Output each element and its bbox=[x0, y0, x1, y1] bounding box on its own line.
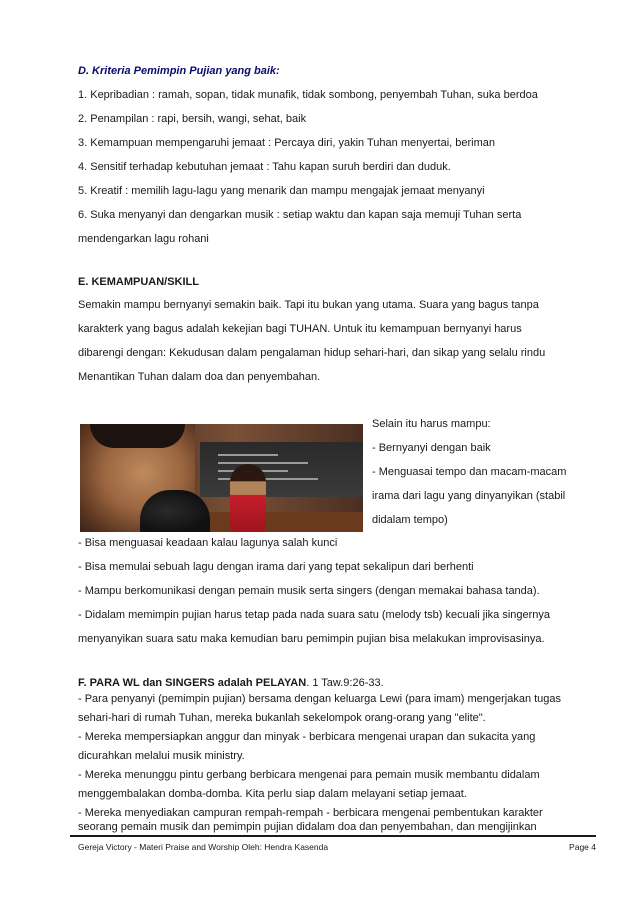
section-f-line: menggembalakan domba-domba. Kita perlu siap dalam melayani setiap jemaat. bbox=[78, 788, 467, 800]
section-d-heading: D. Kriteria Pemimpin Pujian yang baik: bbox=[78, 65, 280, 77]
section-f-reference: . 1 Taw.9:26-33. bbox=[306, 677, 384, 689]
worship-leader-photo bbox=[80, 424, 363, 532]
section-e-side-line: Selain itu harus mampu: bbox=[372, 418, 491, 430]
section-d-item: 5. Kreatif : memilih lagu-lagu yang menarik dan mampu mengajak jemaat menyanyi bbox=[78, 185, 485, 197]
section-d-item: 2. Penampilan : rapi, bersih, wangi, sehat, baik bbox=[78, 113, 307, 125]
section-f-line: - Para penyanyi (pemimpin pujian) bersama dengan keluarga Lewi (para imam) mengerjakan tugas bbox=[78, 693, 562, 705]
section-e-side-line: - Bernyanyi dengan baik bbox=[372, 442, 491, 454]
section-e-side-line: didalam tempo) bbox=[372, 514, 448, 526]
footer-divider bbox=[70, 835, 596, 837]
section-f-line: sehari-hari di rumah Tuhan, mereka bukanlah sekelompok orang-orang yang "elite". bbox=[78, 712, 486, 724]
section-e-paragraph-line: dibarengi dengan: Kekudusan dalam pengalaman hidup sehari-hari, dan sikap yang selalu rindu bbox=[78, 347, 546, 359]
section-e-list-item: - Bisa menguasai keadaan kalau lagunya salah kunci bbox=[78, 537, 338, 549]
section-f-line: seorang pemain musik dan pemimpin pujian didalam doa dan penyembahan, dan mengijinkan bbox=[78, 821, 537, 833]
section-e-paragraph-line: karakterk yang bagus adalah kekejian bagi TUHAN. Untuk itu kemampuan bernyanyi harus bbox=[78, 323, 522, 335]
section-d-item: 4. Sensitif terhadap kebutuhan jemaat : Tahu kapan suruh berdiri dan duduk. bbox=[78, 161, 451, 173]
section-e-side-line: irama dari lagu yang dinyanyikan (stabil bbox=[372, 490, 566, 502]
section-e-side-line: - Menguasai tempo dan macam-macam bbox=[372, 466, 567, 478]
section-f-heading-line bbox=[78, 676, 384, 690]
footer-title: Gereja Victory - Materi Praise and Worship Oleh: Hendra Kasenda bbox=[78, 842, 329, 852]
section-d-item: 3. Kemampuan mempengaruhi jemaat : Percaya diri, yakin Tuhan menyertai, beriman bbox=[78, 137, 495, 149]
section-e-list-item: - Mampu berkomunikasi dengan pemain musik serta singers (dengan memakai bahasa tanda). bbox=[78, 585, 540, 597]
section-f-line: - Mereka menunggu pintu gerbang berbicara mengenai para pemain musik membantu didalam bbox=[78, 769, 540, 781]
section-e-paragraph-line: Semakin mampu bernyanyi semakin baik. Tapi itu bukan yang utama. Suara yang bagus tanpa bbox=[78, 299, 539, 311]
section-d-item: 1. Kepribadian : ramah, sopan, tidak munafik, tidak sombong, penyembah Tuhan, suka berdoa bbox=[78, 89, 538, 101]
section-e-list-item: menyanyikan suara satu maka kemudian baru pemimpin pujian bisa melakukan improvisasinya. bbox=[78, 633, 545, 645]
section-e-paragraph-line: Menantikan Tuhan dalam doa dan penyembahan. bbox=[78, 371, 321, 383]
section-f-line: dicurahkan melalui musik ministry. bbox=[78, 750, 245, 762]
section-e-list-item: - Didalam memimpin pujian harus tetap pada nada suara satu (melody tsb) kecuali jika singernya bbox=[78, 609, 551, 621]
section-f-heading: F. PARA WL dan SINGERS adalah PELAYAN bbox=[78, 677, 307, 689]
section-f-line: - Mereka menyediakan campuran rempah-rempah - berbicara mengenai pembentukan karakter bbox=[78, 807, 543, 819]
section-e-heading: E. KEMAMPUAN/SKILL bbox=[78, 276, 199, 288]
section-d-item: mendengarkan lagu rohani bbox=[78, 233, 209, 245]
page-number: Page 4 bbox=[569, 842, 596, 852]
section-e-list-item: - Bisa memulai sebuah lagu dengan irama dari yang tepat sekalipun dari berhenti bbox=[78, 561, 474, 573]
section-d-item: 6. Suka menyanyi dan dengarkan musik : setiap waktu dan kapan saja memuji Tuhan serta bbox=[78, 209, 522, 221]
section-f-line: - Mereka mempersiapkan anggur dan minyak - berbicara mengenai urapan dan sukacita yang bbox=[78, 731, 536, 743]
